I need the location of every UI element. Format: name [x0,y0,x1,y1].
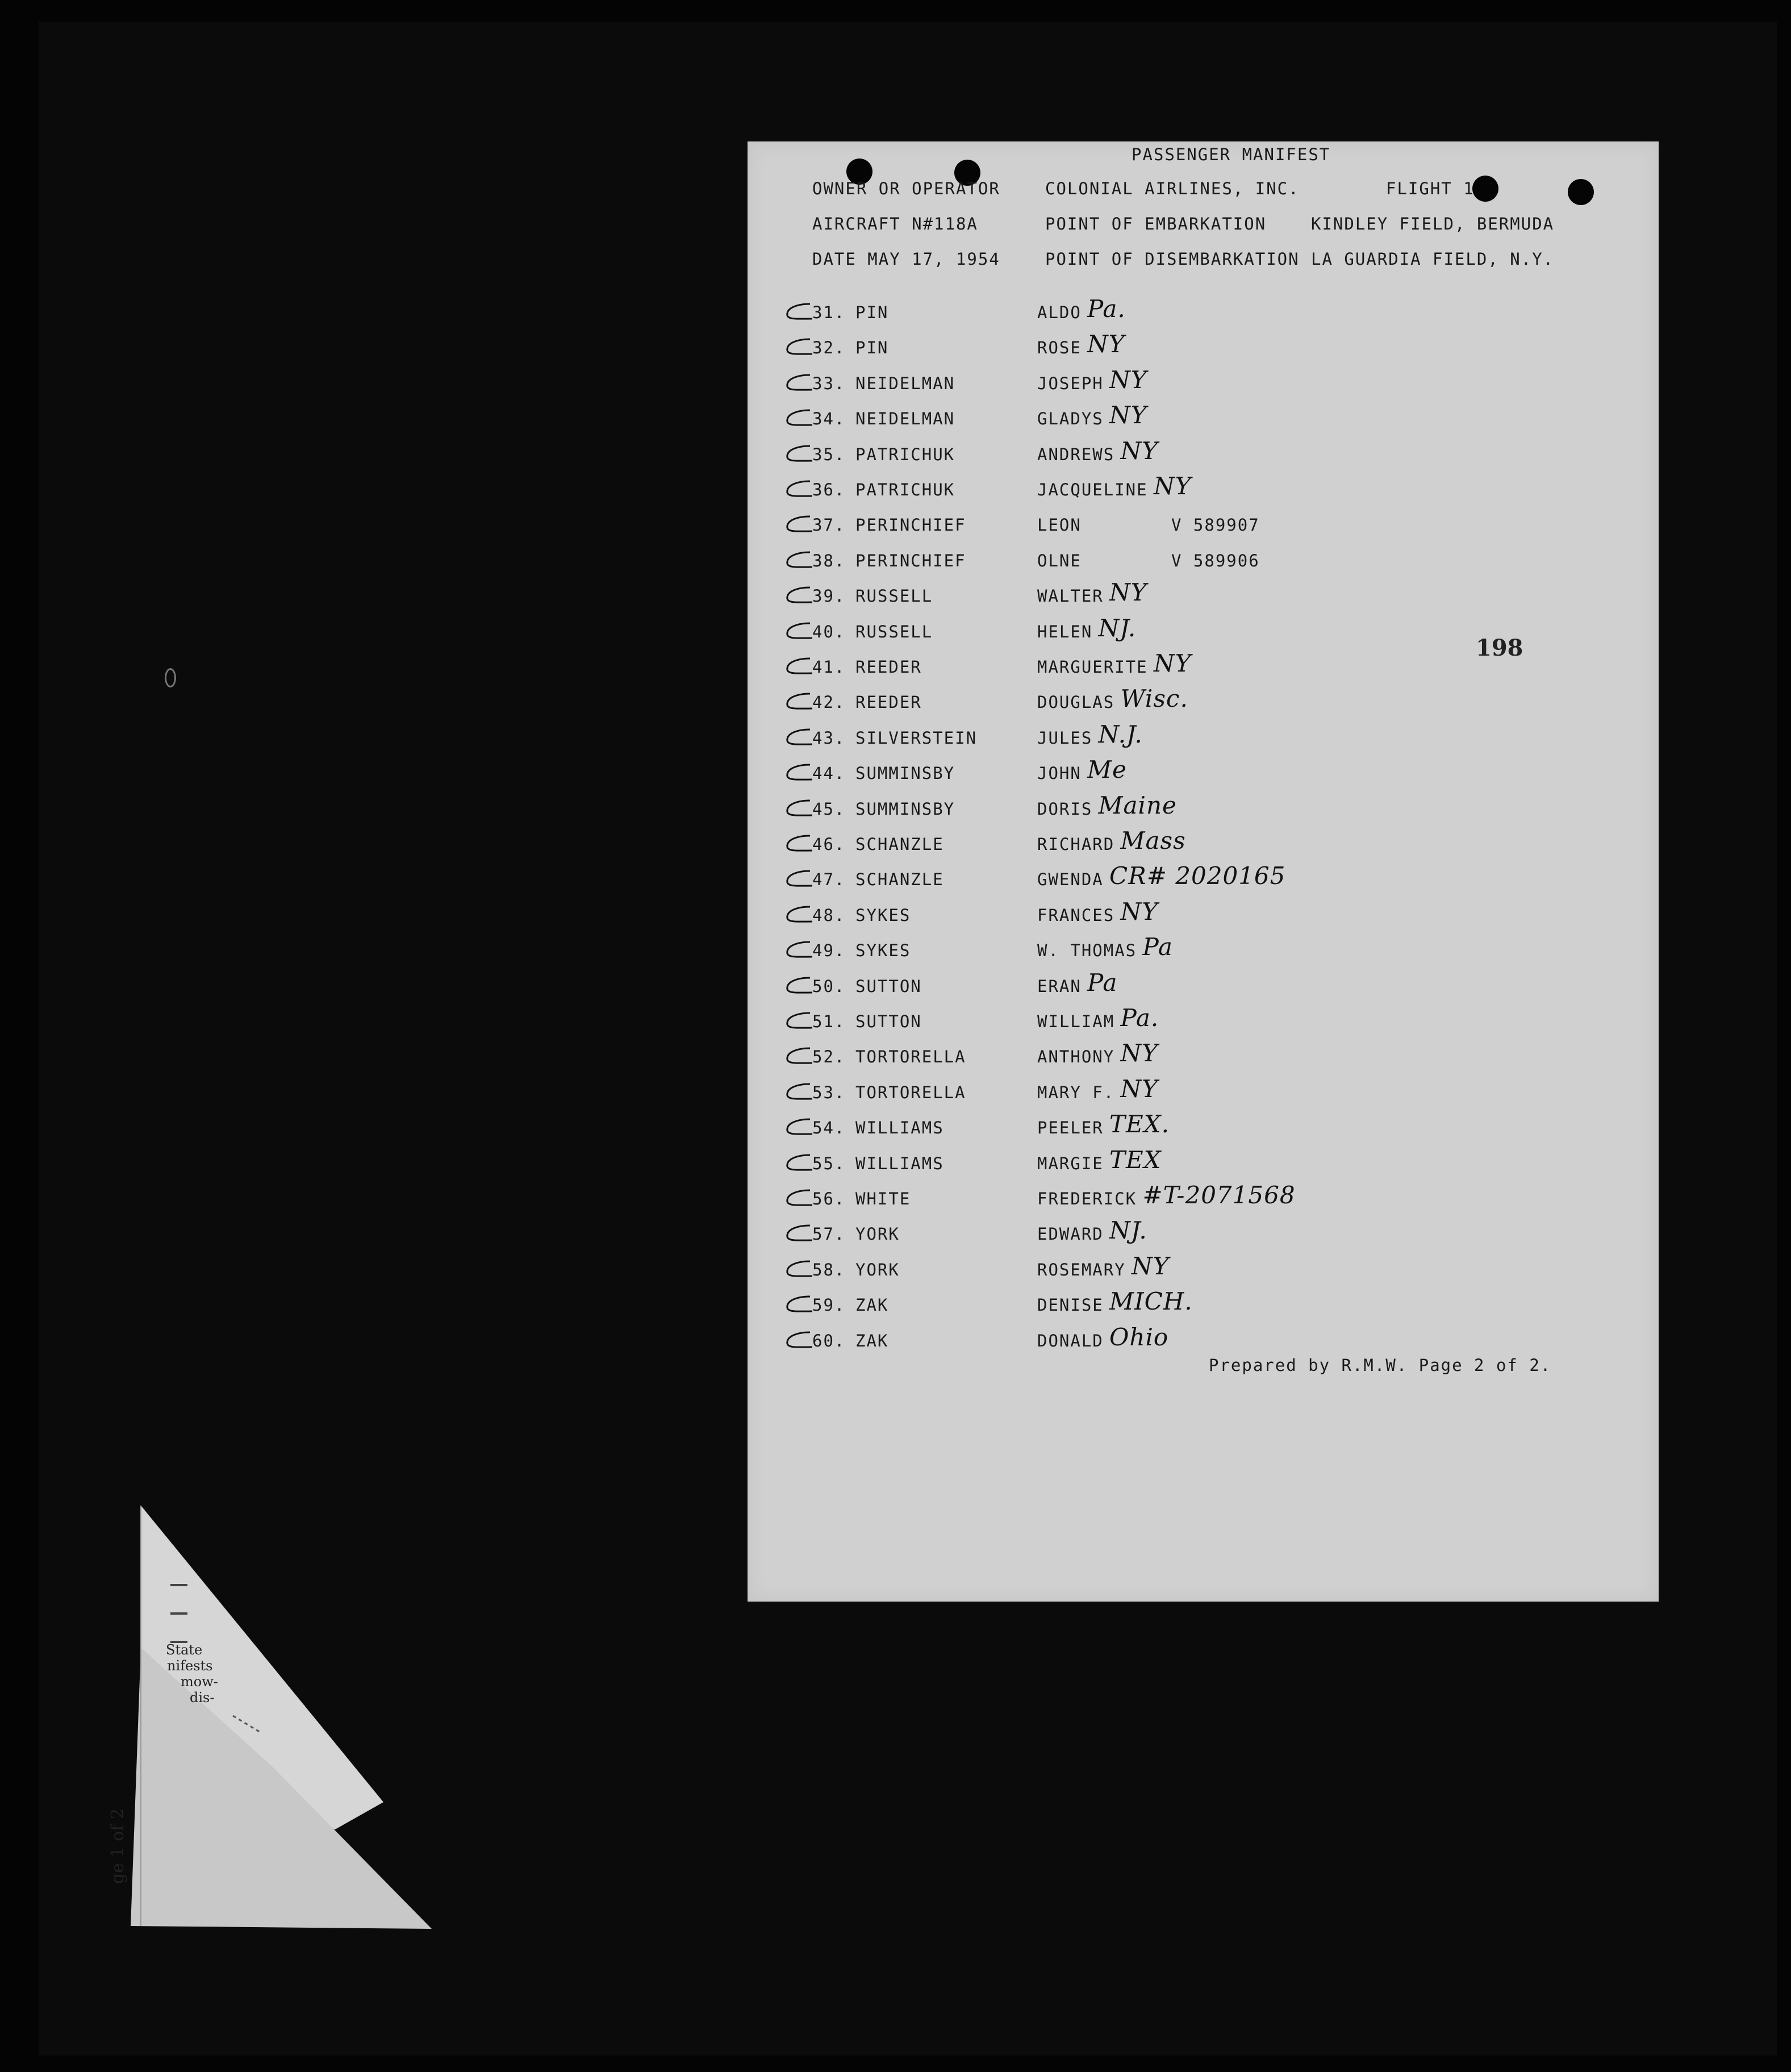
passenger-surname: SCHANZLE [855,835,944,854]
passenger-number: 48. [812,906,846,925]
check-mark [782,302,813,322]
corner-text-line: mow- [181,1674,218,1690]
passenger-number: 49. [812,941,846,960]
handwritten-note: NY [1109,366,1147,394]
passenger-given-name: MARGUERITE [1037,657,1148,677]
passenger-row [748,330,1659,361]
passenger-number: 36. [812,480,846,499]
passenger-row [748,515,1659,538]
handwritten-note: NY [1120,437,1158,465]
passenger-number: 38. [812,551,846,570]
handwritten-note: NY [1120,1039,1158,1067]
passenger-row [748,551,1659,574]
dust-speck [165,668,176,687]
handwritten-note: NY [1132,1252,1170,1280]
passenger-given-name: MARGIE [1037,1154,1104,1173]
passenger-number: 51. [812,1012,846,1031]
handwritten-note: NY [1087,330,1125,358]
passenger-surname: SYKES [855,906,911,925]
passenger-row [748,1287,1659,1318]
check-mark [782,1294,813,1315]
check-mark [782,337,813,357]
passenger-number: 45. [812,799,846,819]
aircraft-label: AIRCRAFT N#118A [812,214,978,234]
passenger-given-name: JOSEPH [1037,374,1104,393]
passenger-given-name: FRANCES [1037,906,1115,925]
passenger-visa-number: V 589907 [1171,515,1260,535]
handwritten-note: N.J. [1098,720,1143,748]
passenger-surname: WILLIAMS [855,1154,944,1173]
corner-page-reference: ge 1 of 2 [108,1808,128,1884]
folded-page-corner [108,1500,449,1937]
passenger-given-name: ROSE [1037,338,1082,357]
check-mark [782,1046,813,1066]
passenger-surname: TORTORELLA [855,1083,966,1102]
passenger-number: 31. [812,303,846,322]
flight-label: FLIGHT 1 [1386,179,1475,198]
passenger-number: 47. [812,870,846,889]
passenger-number: 33. [812,374,846,393]
handwritten-note: Pa [1087,969,1118,997]
passenger-number: 56. [812,1189,846,1208]
handwritten-note: Ohio [1109,1323,1169,1351]
passenger-row [748,1004,1659,1035]
handwritten-note: NY [1109,578,1147,606]
check-mark [782,1259,813,1279]
passenger-given-name: HELEN [1037,622,1093,641]
passenger-given-name: ROSEMARY [1037,1260,1126,1279]
passenger-given-name: FREDERICK [1037,1189,1137,1208]
handwritten-note: NJ. [1109,1216,1147,1244]
passenger-row [748,1252,1659,1283]
passenger-given-name: ERAN [1037,977,1082,996]
handwritten-note: NY [1154,649,1192,677]
corner-text-line: State [166,1642,203,1658]
handwritten-note: NJ. [1098,614,1137,642]
passenger-surname: YORK [855,1260,900,1279]
handwritten-note: NY [1154,472,1192,500]
check-mark [782,1330,813,1350]
passenger-given-name: JOHN [1037,764,1082,783]
passenger-given-name: DORIS [1037,799,1093,819]
passenger-row [748,898,1659,928]
passenger-surname: SUMMINSBY [855,764,955,783]
passenger-row [748,1146,1659,1177]
check-mark [782,1188,813,1208]
handwritten-note: Me [1087,756,1127,783]
passenger-given-name: RICHARD [1037,835,1115,854]
check-mark [782,444,813,464]
check-mark [782,1223,813,1244]
passenger-number: 59. [812,1295,846,1315]
check-mark [782,940,813,960]
disembarkation-label: POINT OF DISEMBARKATION [1045,249,1300,269]
owner-label: OWNER OR OPERATOR [812,179,1000,198]
passenger-number: 37. [812,515,846,535]
check-mark [782,550,813,570]
check-mark [782,762,813,783]
passenger-visa-number: V 589906 [1171,551,1260,570]
passenger-given-name: DOUGLAS [1037,693,1115,712]
passenger-number: 34. [812,409,846,428]
passenger-given-name: JULES [1037,728,1093,748]
check-mark [782,904,813,925]
passenger-surname: SUTTON [855,977,922,996]
punch-hole [1472,176,1498,202]
handwritten-note: NY [1120,898,1158,925]
passenger-number: 58. [812,1260,846,1279]
punch-hole [1568,179,1594,205]
passenger-surname: RUSSELL [855,586,933,606]
handwritten-note: Pa [1142,933,1173,961]
passenger-surname: WHITE [855,1189,911,1208]
passenger-row [748,1075,1659,1106]
passenger-given-name: ANDREWS [1037,445,1115,464]
passenger-number: 50. [812,977,846,996]
check-mark [782,798,813,819]
passenger-number: 53. [812,1083,846,1102]
check-mark [782,373,813,393]
passenger-row [748,1110,1659,1141]
passenger-given-name: DONALD [1037,1331,1104,1350]
passenger-row [748,1181,1659,1212]
passenger-surname: ZAK [855,1331,889,1350]
check-mark [782,1153,813,1173]
handwritten-note: #T-2071568 [1142,1181,1296,1209]
passenger-row [748,720,1659,751]
manifest-sheet [748,141,1659,1602]
passenger-number: 60. [812,1331,846,1350]
date-label: DATE MAY 17, 1954 [812,249,1000,269]
passenger-given-name: LEON [1037,515,1082,535]
passenger-number: 42. [812,693,846,712]
passenger-row [748,1039,1659,1070]
passenger-number: 46. [812,835,846,854]
handwritten-note: Pa. [1120,1004,1159,1032]
handwritten-note: TEX [1109,1146,1162,1174]
handwritten-note: Mass [1120,827,1186,854]
handwritten-note: Wisc. [1120,685,1188,712]
check-mark [782,514,813,535]
passenger-given-name: WILLIAM [1037,1012,1115,1031]
passenger-surname: PERINCHIEF [855,551,966,570]
check-mark [782,975,813,996]
folded-corner-shape [131,1500,449,1937]
passenger-number: 55. [812,1154,846,1173]
check-mark [782,869,813,889]
passenger-given-name: OLNE [1037,551,1082,570]
passenger-row [748,862,1659,893]
handwritten-note: NY [1120,1075,1158,1103]
passenger-number: 44. [812,764,846,783]
handwritten-note: Pa. [1087,295,1126,323]
passenger-row [748,685,1659,715]
passenger-surname: SCHANZLE [855,870,944,889]
passenger-given-name: WALTER [1037,586,1104,606]
check-mark [782,408,813,428]
passenger-given-name: MARY F. [1037,1083,1115,1102]
owner-value: COLONIAL AIRLINES, INC. [1045,179,1300,198]
passenger-row [748,472,1659,503]
passenger-row [748,366,1659,397]
passenger-given-name: ALDO [1037,303,1082,322]
passenger-number: 35. [812,445,846,464]
passenger-surname: RUSSELL [855,622,933,641]
passenger-surname: TORTORELLA [855,1047,966,1066]
check-mark [782,1011,813,1031]
passenger-number: 40. [812,622,846,641]
prepared-by-footer: Prepared by R.M.W. Page 2 of 2. [1209,1356,1552,1375]
passenger-surname: PIN [855,338,889,357]
passenger-number: 52. [812,1047,846,1066]
embarkation-label: POINT OF EMBARKATION [1045,214,1267,234]
passenger-row [748,578,1659,609]
passenger-surname: SYKES [855,941,911,960]
page-stamp: 198 [1476,635,1523,661]
passenger-row [748,295,1659,326]
passenger-given-name: PEELER [1037,1118,1104,1137]
passenger-surname: PATRICHUK [855,445,955,464]
passenger-surname: PIN [855,303,889,322]
passenger-given-name: DENISE [1037,1295,1104,1315]
corner-text-line: dis- [190,1690,215,1706]
check-mark [782,727,813,748]
disembarkation-value: LA GUARDIA FIELD, N.Y. [1311,249,1555,269]
passenger-surname: ZAK [855,1295,889,1315]
passenger-surname: NEIDELMAN [855,409,955,428]
passenger-surname: SUMMINSBY [855,799,955,819]
passenger-given-name: GWENDA [1037,870,1104,889]
passenger-surname: SILVERSTEIN [855,728,978,748]
corner-text-line: nifests [167,1658,213,1674]
passenger-row [748,1216,1659,1247]
check-mark [782,621,813,641]
passenger-surname: PATRICHUK [855,480,955,499]
embarkation-value: KINDLEY FIELD, BERMUDA [1311,214,1555,234]
handwritten-note: Maine [1098,791,1177,819]
check-mark [782,691,813,712]
check-mark [782,585,813,606]
check-mark [782,1117,813,1137]
check-mark [782,833,813,854]
handwritten-note: TEX. [1109,1110,1170,1138]
handwritten-note: NY [1109,401,1147,429]
passenger-number: 54. [812,1118,846,1137]
passenger-given-name: ANTHONY [1037,1047,1115,1066]
handwritten-note: MICH. [1109,1287,1193,1315]
passenger-surname: REEDER [855,657,922,677]
passenger-number: 32. [812,338,846,357]
passenger-number: 41. [812,657,846,677]
passenger-row [748,756,1659,786]
passenger-number: 57. [812,1224,846,1244]
check-mark [782,656,813,677]
passenger-row [748,827,1659,857]
manifest-title: PASSENGER MANIFEST [1132,145,1331,164]
passenger-surname: REEDER [855,693,922,712]
passenger-surname: SUTTON [855,1012,922,1031]
passenger-surname: YORK [855,1224,900,1244]
passenger-surname: PERINCHIEF [855,515,966,535]
passenger-number: 39. [812,586,846,606]
handwritten-note: CR# 2020165 [1109,862,1286,890]
check-mark [782,1082,813,1102]
passenger-row [748,791,1659,822]
passenger-row [748,437,1659,468]
passenger-given-name: GLADYS [1037,409,1104,428]
passenger-number: 43. [812,728,846,748]
passenger-given-name: JACQUELINE [1037,480,1148,499]
passenger-row [748,969,1659,999]
passenger-row [748,1323,1659,1354]
passenger-row [748,933,1659,964]
passenger-given-name: EDWARD [1037,1224,1104,1244]
passenger-given-name: W. THOMAS [1037,941,1137,960]
check-mark [782,479,813,499]
passenger-row [748,401,1659,432]
passenger-surname: NEIDELMAN [855,374,955,393]
passenger-surname: WILLIAMS [855,1118,944,1137]
